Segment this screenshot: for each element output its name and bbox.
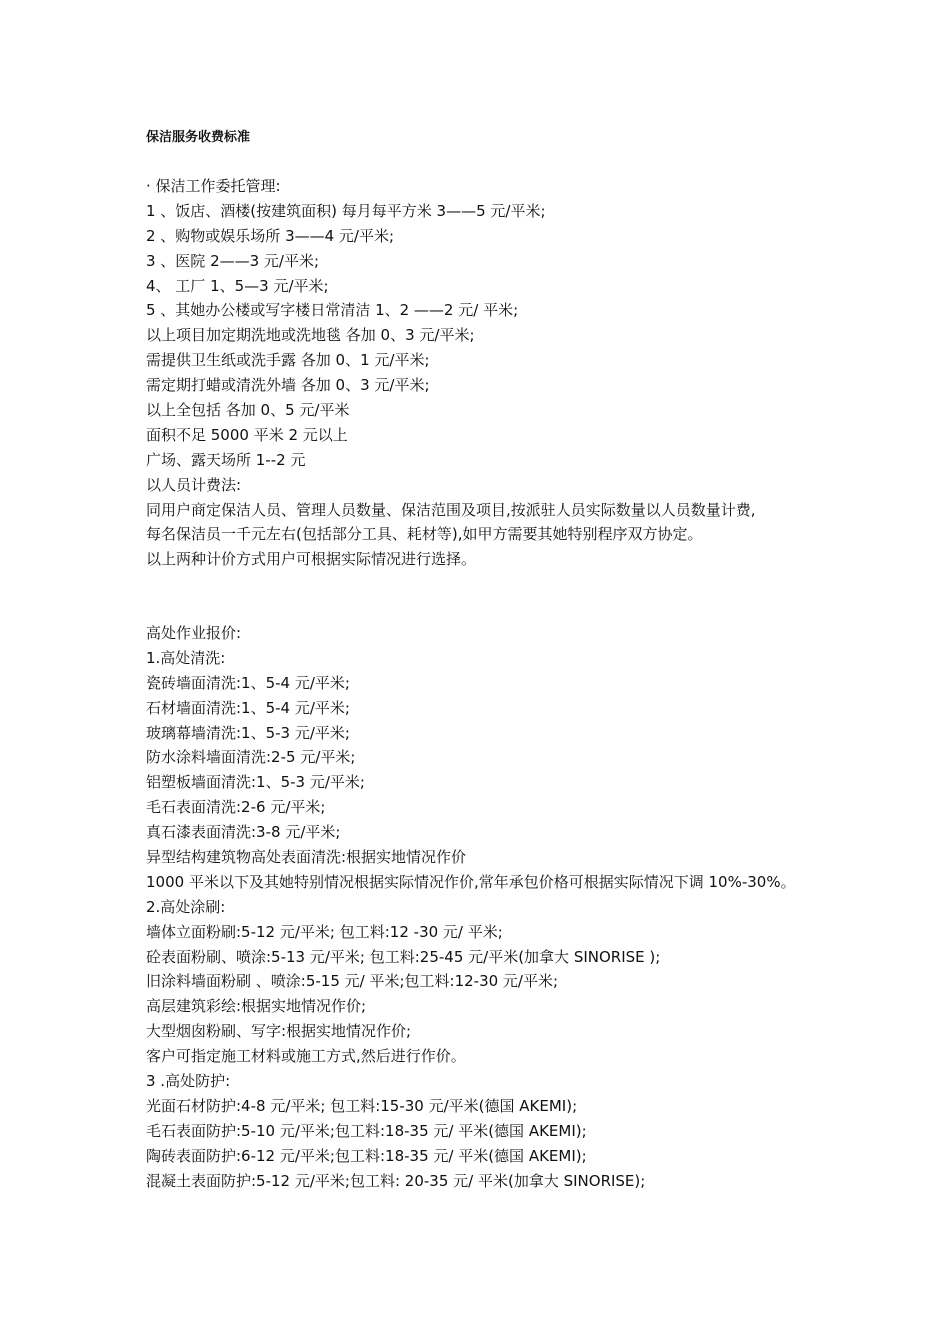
text-line: 2 、购物或娱乐场所 3——4 元/平米;: [146, 226, 395, 245]
text-line: 高层建筑彩绘:根据实地情况作价;: [146, 997, 367, 1016]
text-line: 1 、饭店、酒楼(按建筑面积) 每月每平方米 3——5 元/平米;: [146, 201, 546, 220]
text-line: 以人员计费法:: [146, 475, 242, 494]
text-line: 客户可指定施工材料或施工方式,然后进行作价。: [146, 1047, 466, 1066]
text-line: 2.高处涂刷:: [146, 897, 226, 916]
text-line: · 保洁工作委托管理:: [146, 177, 281, 195]
text-line: 混凝土表面防护:5-12 元/平米;包工料: 20-35 元/ 平米(加拿大 SINORISE);: [146, 1171, 646, 1190]
text-line: 石材墙面清洗:1、5-4 元/平米;: [146, 698, 350, 717]
text-line: 需提供卫生纸或洗手露 各加 0、1 元/平米;: [146, 351, 430, 370]
text-line: 以上两种计价方式用户可根据实际情况进行选择。: [146, 550, 477, 569]
cleaning-fee-section: [146, 174, 826, 572]
text-line: 以上全包括 各加 0、5 元/平米: [146, 401, 350, 420]
text-line: 旧涂料墙面粉刷 、喷涂:5-15 元/ 平米;包工料:12-30 元/平米;: [146, 972, 559, 991]
text-line: 防水涂料墙面清洗:2-5 元/平米;: [146, 748, 356, 767]
text-line: 真石漆表面清洗:3-8 元/平米;: [146, 823, 341, 842]
text-line: 铝塑板墙面清洗:1、5-3 元/平米;: [146, 773, 365, 792]
text-line: 瓷砖墙面清洗:1、5-4 元/平米;: [146, 673, 350, 692]
high-altitude-section: [146, 621, 826, 1194]
text-line: 4、 工厂 1、5—3 元/平米;: [146, 276, 329, 295]
text-line: 玻璃幕墙清洗:1、5-3 元/平米;: [146, 723, 350, 742]
text-line: 1000 平米以下及其她特别情况根据实际情况作价,常年承包价格可根据实际情况下调 10%-30%。: [146, 872, 796, 891]
text-line: 需定期打蜡或清洗外墙 各加 0、3 元/平米;: [146, 376, 430, 395]
text-line: 3 .高处防护:: [146, 1072, 231, 1091]
text-line: 陶砖表面防护:6-12 元/平米;包工料:18-35 元/ 平米(德国 AKEMI);: [146, 1146, 587, 1165]
text-line: 高处作业报价:: [146, 624, 242, 642]
text-line: 砼表面粉刷、喷涂:5-13 元/平米; 包工料:25-45 元/平米(加拿大 SINORISE );: [146, 947, 661, 966]
text-line: 同用户商定保洁人员、管理人员数量、保洁范围及项目,按派驻人员实际数量以人员数量计费,: [146, 500, 756, 519]
text-line: 毛石表面清洗:2-6 元/平米;: [146, 798, 326, 817]
text-line: 毛石表面防护:5-10 元/平米;包工料:18-35 元/ 平米(德国 AKEMI);: [146, 1121, 587, 1140]
text-line: 1.高处清洗:: [146, 648, 226, 667]
document-title: 保洁服务收费标准: [146, 130, 251, 145]
text-line: 面积不足 5000 平米 2 元以上: [146, 425, 348, 444]
text-line: 以上项目加定期洗地或洗地毯 各加 0、3 元/平米;: [146, 326, 475, 345]
text-line: 墙体立面粉刷:5-12 元/平米; 包工料:12 -30 元/ 平米;: [146, 922, 503, 941]
text-line: 广场、露天场所 1--2 元: [146, 450, 306, 469]
text-line: 3 、医院 2——3 元/平米;: [146, 251, 320, 270]
text-line: 5 、其她办公楼或写字楼日常清洁 1、2 ——2 元/ 平米;: [146, 301, 519, 320]
text-line: 异型结构建筑物高处表面清洗:根据实地情况作价: [146, 848, 467, 867]
text-line: 大型烟囱粉刷、写字:根据实地情况作价;: [146, 1022, 412, 1041]
text-line: 每名保洁员一千元左右(包括部分工具、耗材等),如甲方需要其她特别程序双方协定。: [146, 525, 703, 544]
text-line: 光面石材防护:4-8 元/平米; 包工料:15-30 元/平米(德国 AKEMI);: [146, 1096, 578, 1115]
